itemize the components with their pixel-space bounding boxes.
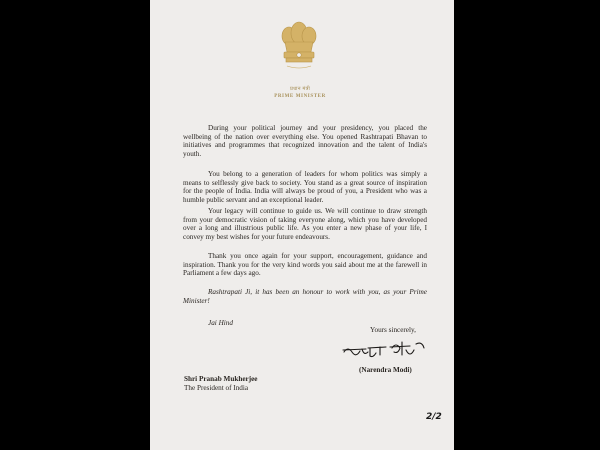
page-number: 2/2 [426,412,442,422]
letter-paragraph: Thank you once again for your support, encouragement, guidance and inspiration. Thank you for the very kind words you said about me at the farewell in Parliament a few days ago. [183,252,427,278]
letterhead-english-title: PRIME MINISTER [274,94,326,99]
closing-salutation: Jai Hind [208,319,233,327]
ashoka-lion-emblem-icon [275,20,323,74]
valediction: Yours sincerely, [370,326,416,334]
addressee-name: Shri Pranab Mukherjee [184,375,258,383]
handwritten-signature [340,338,430,364]
letter-closing-paragraph: Rashtrapati Ji, it has been an honour to work with you, as your Prime Minister! [183,288,427,305]
signer-name: (Narendra Modi) [359,366,412,374]
letter-paragraph: Your legacy will continue to guide us. We will continue to draw strength from your democratic vision of taking everyone along, which you have developed over a long and illustrious public life. As you enter a new phase of your life, I convey my best wishes for your future endeavours. [183,207,427,241]
letter-paragraph: You belong to a generation of leaders for whom politics was simply a means to selflessly give back to society. You stand as a great source of inspiration for the people of India. India will always be proud of you, a President who was a humble public servant and an exceptional leader. [183,170,427,204]
letterhead-hindi-title: प्रधान मंत्री [289,87,311,92]
letter-paragraph: During your political journey and your presidency, you placed the wellbeing of the nation over everything else. You opened Rashtrapati Bhavan to initiatives and programmes that recognized innovation and the talent of India's youth. [183,124,427,158]
addressee-title: The President of India [184,384,249,392]
